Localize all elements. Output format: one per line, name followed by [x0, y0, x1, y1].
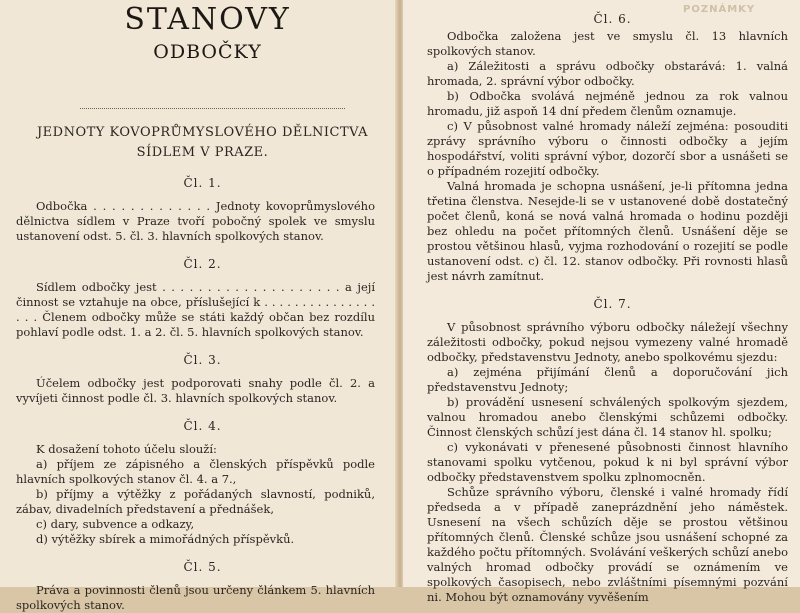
article-6-text: Odbočka založena jest ve smyslu čl. 13 hlavních spolkových stanov. [427, 29, 788, 58]
article-6-item-a: a) Záležitosti a správu odbočky obstarává: 1. valná hromada, 2. správní výbor odbočky. [427, 59, 788, 88]
article-4-item-b: b) příjmy a výtěžky z pořádaných slavností, podniků, zábav, divadelních představení a přednášek, [16, 487, 375, 517]
article-6-heading: Čl. 6. [593, 12, 632, 26]
article-7-intro: V působnost správního výboru odbočky náležejí všechny záležitosti odbočky, pokud nejsou vymezeny valné hromadě odbočky, představenstvu Jednoty, anebo spolkovému sjezdu: [427, 320, 788, 364]
document-subtitle: ODBOČKY [153, 40, 262, 63]
article-6-item-c: c) V působnost valné hromady náleží zejména: posouditi zprávy správního výboru o činnosti odbočky a jejím hospodářství, voliti správní výbor, dozorčí sbor a usnášeti se o případném rozejití odbočky. [427, 119, 788, 178]
organization-heading-line-1: JEDNOTY KOVOPRŮMYSLOVÉHO DĚLNICTVA [36, 125, 369, 141]
article-7-item-a: a) zejména přijímání členů a doporučování jich představenstvu Jednoty; [427, 365, 788, 394]
left-page [0, 0, 397, 613]
article-7-heading: Čl. 7. [593, 297, 632, 311]
article-4-item-d: d) výtěžky sbírek a mimořádných příspěvků. [36, 532, 295, 547]
article-3-heading: Čl. 3. [183, 353, 222, 368]
article-1-heading: Čl. 1. [183, 176, 222, 191]
article-3-text: Účelem odbočky jest podporovati snahy podle čl. 2. a vyvíjeti činnost podle čl. 3. hlavních spolkových stanov. [16, 376, 375, 406]
organization-heading-line-2: SÍDLEM V PRAZE. [136, 145, 269, 161]
article-6-paragraph: Valná hromada je schopna usnášení, je-li přítomna jedna třetina členstva. Nesejde-li se v ustanovené době dostatečný počet členů, koná se nová valná hromada o hodinu později bez ohledu na počet přítomných členů. Usnášení děje se prostou většinou hlasů, vyjma rozhodování o rozejití se podle ustanovení odst. c) čl. 12. stanov odbočky. Při rovnosti hlasů jest návrh zamítnut. [427, 179, 788, 283]
article-4-item-c: c) dary, subvence a odkazy, [36, 517, 195, 532]
article-7-item-b: b) provádění usnesení schválených spolkovým sjezdem, valnou hromadou anebo členskými schůzemi odbočky. Činnost členských schůzí jest dána čl. 14 stanov hl. spolku; [427, 395, 788, 439]
organization-heading [30, 123, 375, 163]
article-2-heading: Čl. 2. [183, 257, 222, 272]
article-4-intro: K dosažení tohoto účelu slouží: [36, 442, 217, 457]
article-5-text: Práva a povinnosti členů jsou určeny článkem 5. hlavních spolkových stanov. [16, 583, 375, 613]
dotted-divider [80, 108, 345, 109]
document-title: STANOVY [124, 2, 291, 37]
article-7-item-c: c) vykonávati v přenesené působnosti činnost hlavního stanovami spolku vytčenou, pokud k ni byl správní výbor odbočky představenstvem spolku zplnomocněn. [427, 440, 788, 484]
article-5-heading: Čl. 5. [183, 560, 222, 575]
article-2-text: Sídlem odbočky jest . . . . . . . . . . . . . . . . . . . . a její činnost se vztahuje na obce, příslušející k . . . . . . . . . . . . . . . . . . Členem odbočky může se státi každý občan bez rozdílu pohlaví podle odst. 1. a 2. čl. 5. hlavních spolkových stanov. [16, 280, 375, 340]
article-1-text: Odbočka . . . . . . . . . . . . . Jednoty kovoprůmyslového dělnictva sídlem v Praze tvoří pobočný spolek ve smyslu ustanovení odst. 5. čl. 3. hlavních spolkových stanov. [16, 199, 375, 244]
article-6-item-b: b) Odbočka svolává nejméně jednou za rok valnou hromadu, již aspoň 14 dní předem členům oznamuje. [427, 89, 788, 118]
bleed-through-text: POZNÁMKY [683, 4, 756, 15]
right-page [403, 0, 800, 604]
article-4-heading: Čl. 4. [183, 419, 222, 434]
article-4-item-a: a) příjem ze zápisného a členských příspěvků podle hlavních spolkových stanov čl. 4. a 7., [16, 457, 375, 487]
article-7-paragraph: Schůze správního výboru, členské i valné hromady řídí předseda a v případě zaneprázdnění jeho náměstek. Usnesení na všech schůzích děje se prostou většinou přítomných členů. Členské schůze jsou usnášení schopné za každého počtu přítomných. Svolávání veškerých schůzí anebo valných hromad odbočky provádí se oznámením ve spolkových časopisech, nebo zvláštními písemnými pozvání ni. Mohou být oznamovány vyvěšením [427, 485, 788, 604]
